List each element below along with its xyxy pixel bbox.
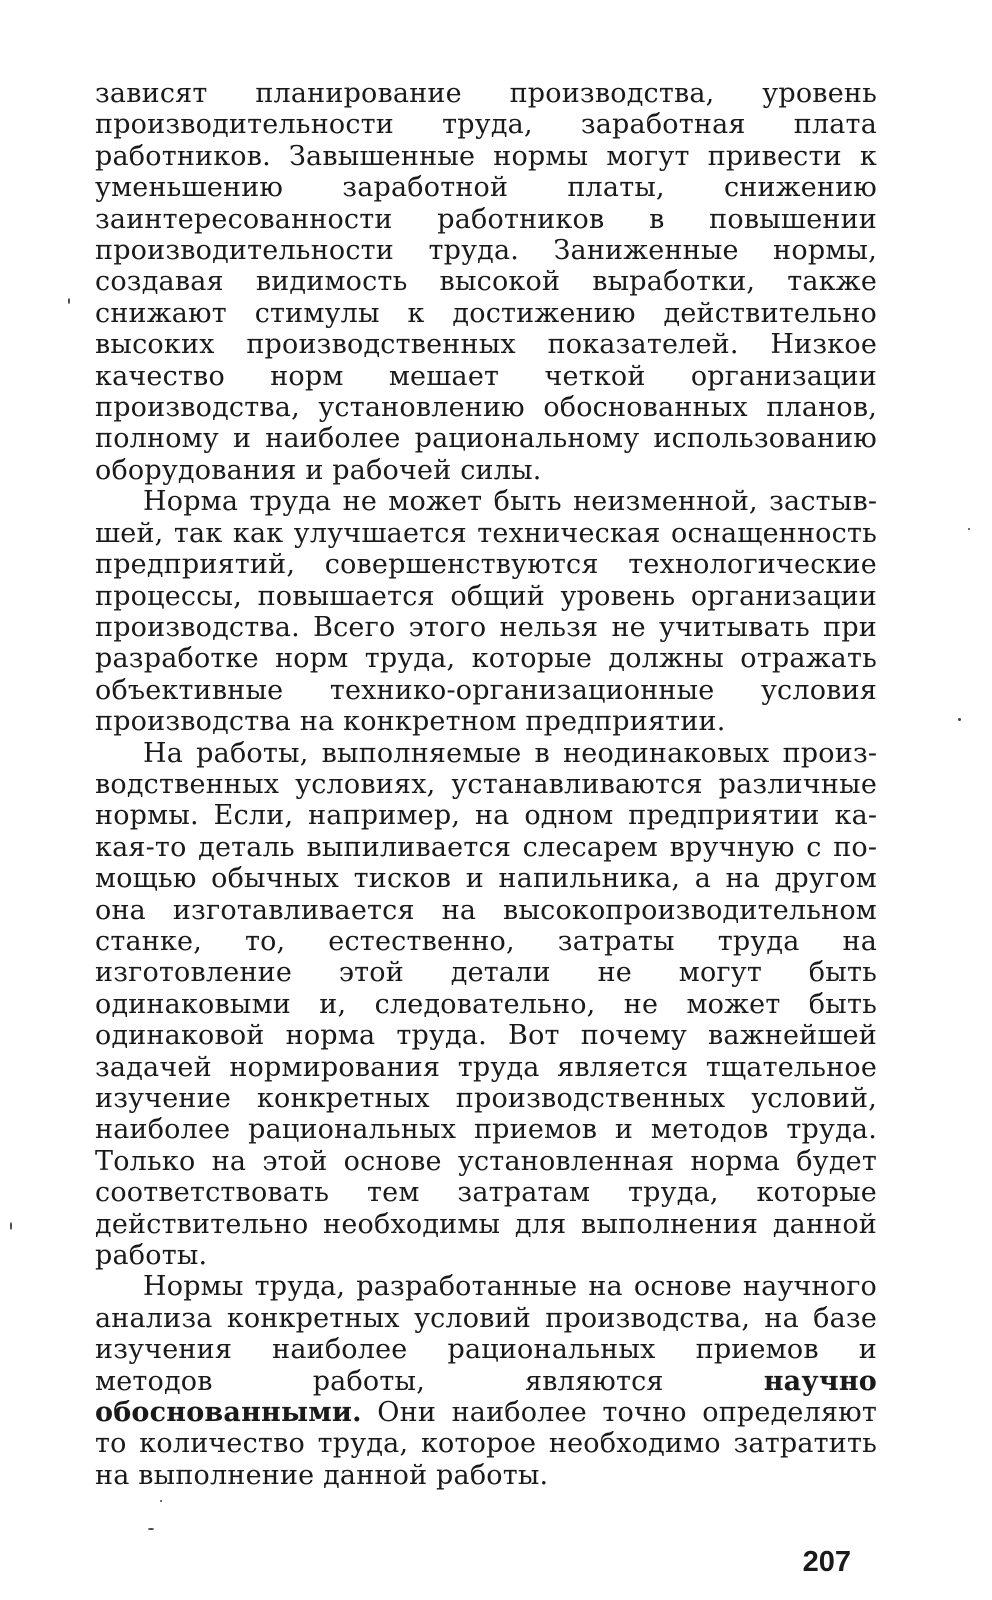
scan-speck: [160, 1500, 162, 1502]
paragraph-3-text: На работы, выполняемые в неодинаковых производственных условиях, устанавливаются различные нормы. Если, например, на одном предприятии какая-то деталь выпиливается слесарем вручную с помощью обычных тисков и напильника, а на другом она изготавливается на высокопроизводительном станке, то, естественно, затраты труда на изготовление этой детали не могут быть одинаковыми и, следовательно, не может быть одинаковой норма труда. Вот почему важнейшей задачей нормирования труда является тщательное изучение конкретных производственных условий, наиболее рациональных приемов и методов труда. Только на этой основе установленная норма будет соответствовать тем затратам труда, которые действительно необходимы для выполнения данной работы.: [95, 737, 877, 1272]
paragraph-1-text: зависят планирование производства, уровень производительности труда, заработная плата работников. Завышенные нормы могут привести к уменьшению заработной платы, снижению заинтересованности работников в повышении производительности труда. Заниженные нормы, создавая видимость высокой выработки, также снижают стимулы к достижению действительно высоких производственных показателей. Низкое качество норм мешает четкой организации производства, установлению обоснованных планов, полному и наиболее рациональному использованию оборудования и рабочей силы.: [95, 78, 877, 486]
scan-speck: [68, 298, 70, 304]
paragraph-1: [95, 78, 877, 486]
paragraph-4-bold-term: научно обоснованными.: [95, 1365, 877, 1429]
paragraph-2: [95, 486, 877, 737]
paragraph-3: [95, 738, 877, 1272]
paragraph-4-text-end: Они наиболее точно определяют то количество труда, которое необходимо затратить на выполнение данной работы.: [95, 1397, 877, 1491]
paragraph-4-text-start: Нормы труда, разработанные на основе научного анализа конкретных условий производства, на базе изучения наиболее рациональных приемов и методов работы, являются: [95, 1271, 877, 1397]
page-number: 207: [802, 1546, 851, 1578]
body-text: [95, 78, 877, 1491]
paragraph-4: [95, 1271, 877, 1491]
book-page: [95, 78, 877, 1578]
scan-speck: [968, 528, 970, 530]
paragraph-2-text: Норма труда не может быть неизменной, застывшей, так как улучшается техническая оснащенность предприятий, совершенствуются технологические процессы, повышается общий уровень организации производства. Всего этого нельзя не учитывать при разработке норм труда, которые должны отражать объективные технико-организационные условия производства на конкретном предприятии.: [95, 486, 877, 738]
scan-speck: [958, 718, 961, 721]
scan-speck: [10, 1222, 12, 1230]
scan-speck: [148, 1528, 154, 1530]
